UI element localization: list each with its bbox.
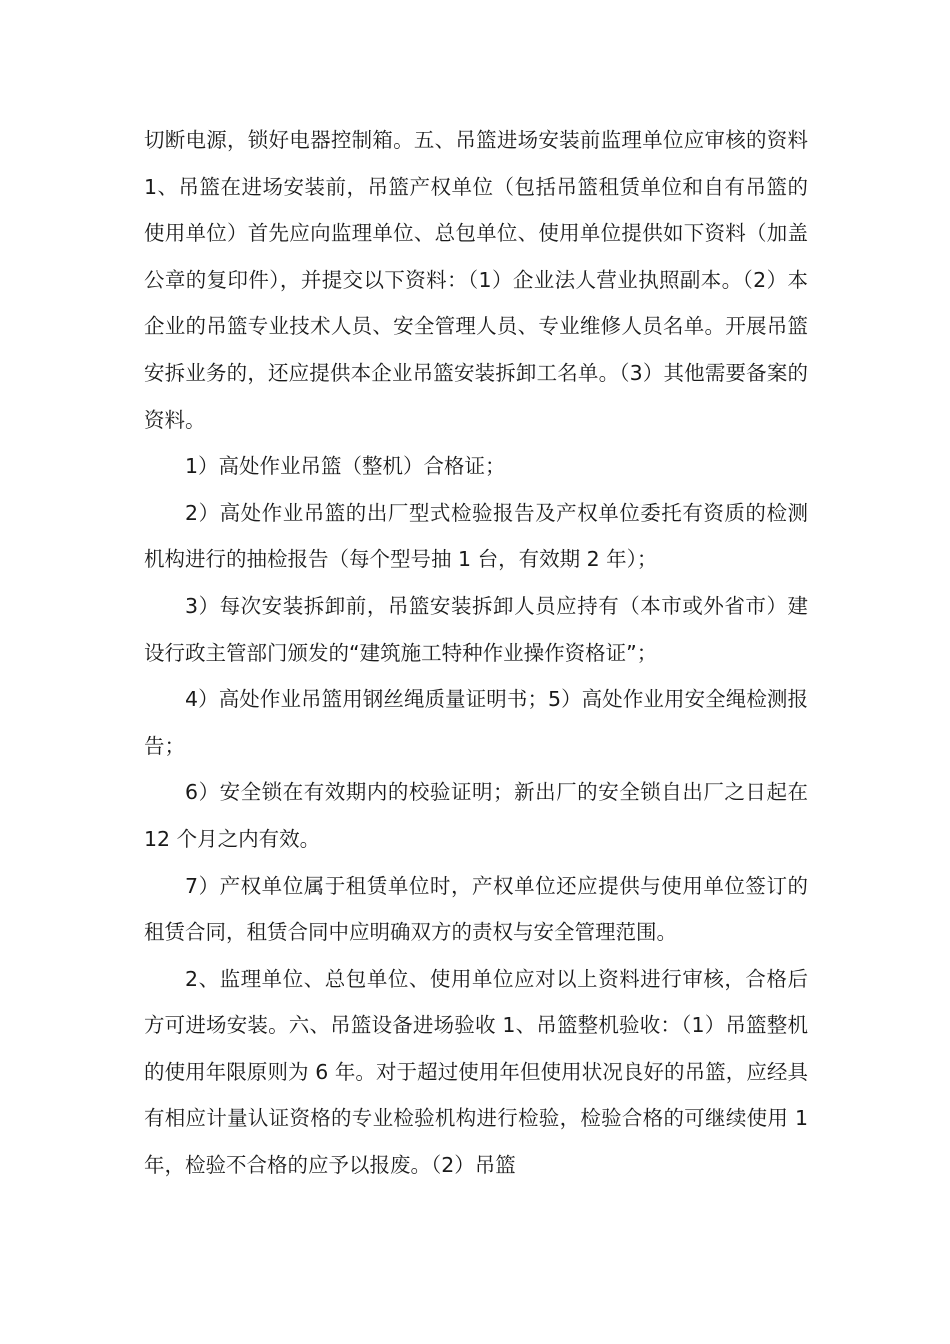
paragraph-3: 2）高处作业吊篮的出厂型式检验报告及产权单位委托有资质的检测机构进行的抽检报告（每个型号抽 1 台，有效期 2 年）； (144, 500, 808, 572)
paragraph-7: 7）产权单位属于租赁单位时，产权单位还应提供与使用单位签订的租赁合同，租赁合同中应明确双方的责权与安全管理范围。 (144, 873, 808, 945)
paragraph-8: 2、监理单位、总包单位、使用单位应对以上资料进行审核，合格后方可进场安装。六、吊篮设备进场验收 1、吊篮整机验收：（1）吊篮整机的使用年限原则为 6 年。对于超过使用年但使用状况良好的吊篮，应经具有相应计量认证资格的专业检验机构进行检验，检验合格的可继续使用 1 年，检验不合格的应予以报废。（2）吊篮 (144, 966, 808, 1178)
document-body (144, 117, 808, 1189)
paragraph-2: 1）高处作业吊篮（整机）合格证； (185, 454, 506, 479)
paragraph-1: 切断电源，锁好电器控制箱。五、吊篮进场安装前监理单位应审核的资料 1、吊篮在进场安装前，吊篮产权单位（包括吊篮租赁单位和自有吊篮的使用单位）首先应向监理单位、总包单位、使用单位提供如下资料（加盖公章的复印件），并提交以下资料：（1）企业法人营业执照副本。（2）本企业的吊篮专业技术人员、安全管理人员、专业维修人员名单。开展吊篮安拆业务的，还应提供本企业吊篮安装拆卸工名单。（3）其他需要备案的资料。 (144, 128, 808, 432)
paragraph-4: 3）每次安装拆卸前，吊篮安装拆卸人员应持有（本市或外省市）建设行政主管部门颁发的“建筑施工特种作业操作资格证”； (144, 593, 808, 665)
paragraph-6: 6）安全锁在有效期内的校验证明；新出厂的安全锁自出厂之日起在 12 个月之内有效。 (144, 780, 808, 851)
paragraph-5: 4）高处作业吊篮用钢丝绳质量证明书；5）高处作业用安全绳检测报告； (144, 687, 808, 758)
